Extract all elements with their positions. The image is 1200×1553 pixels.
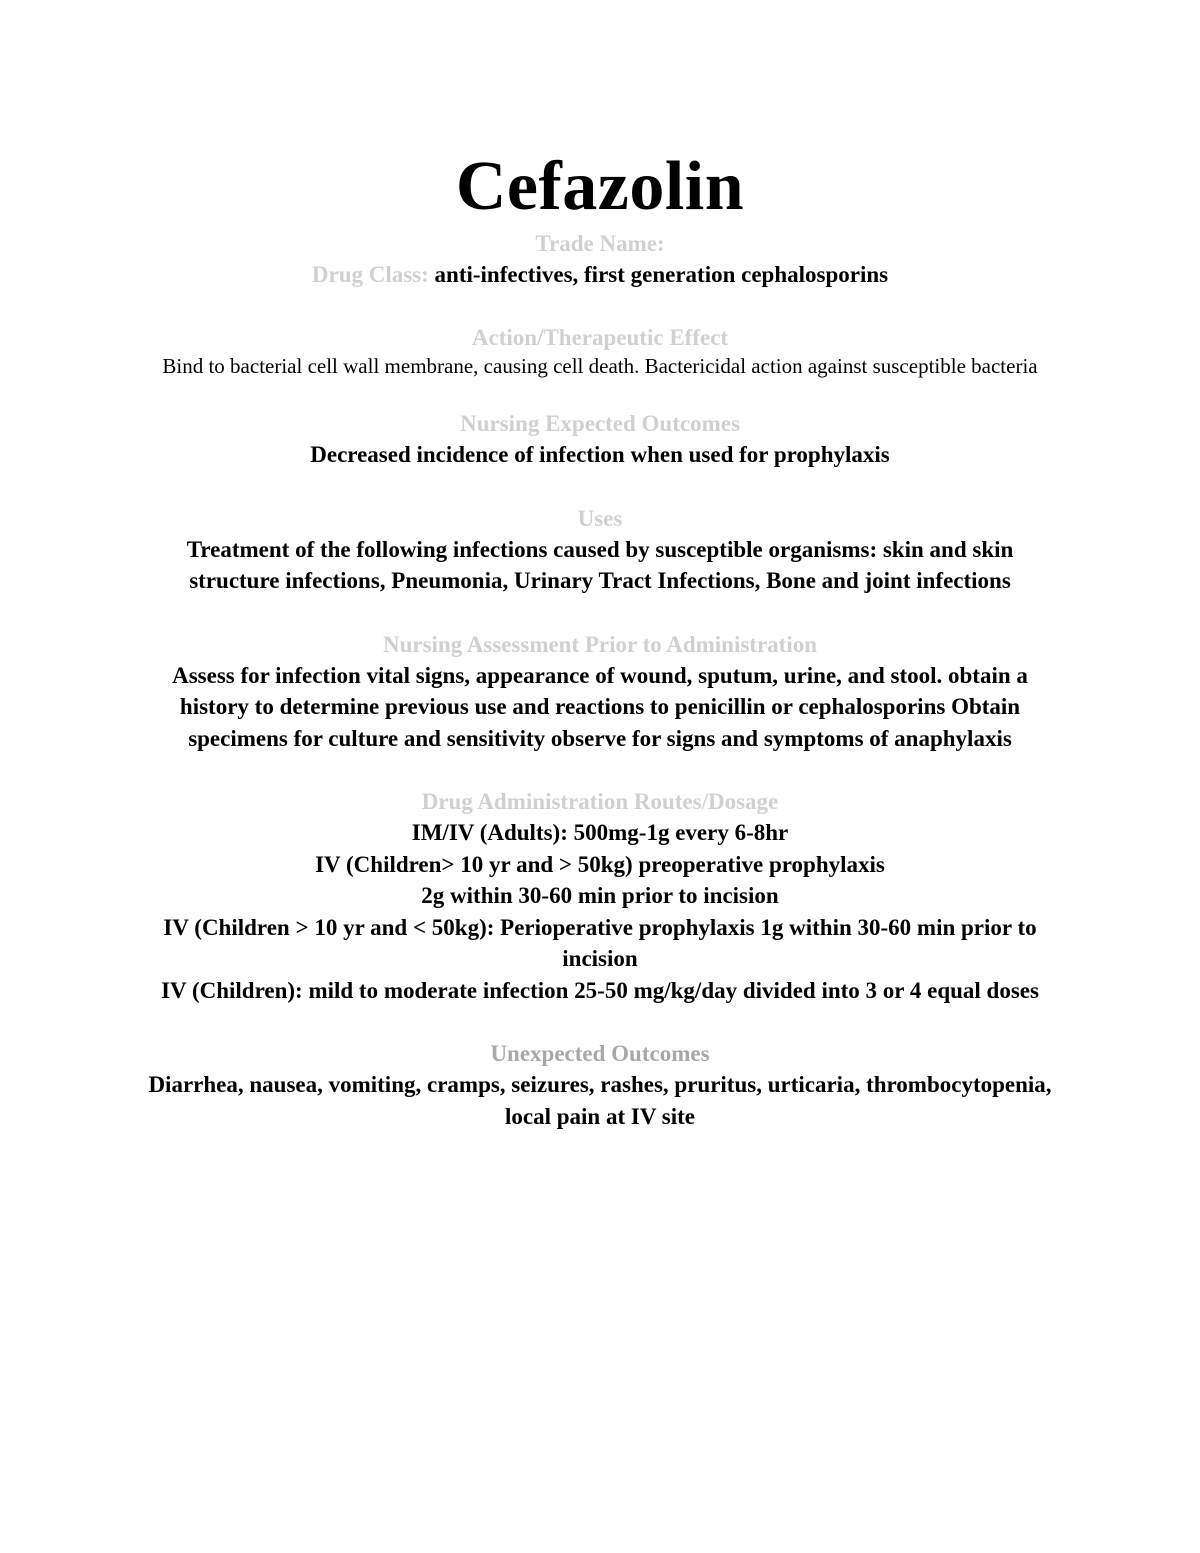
dosage-line: IM/IV (Adults): 500mg-1g every 6-8hr [411, 820, 789, 845]
uses-section [145, 503, 1055, 597]
dosage-line: IV (Children > 10 yr and < 50kg): Perioperative prophylaxis 1g within 30-60 min prior to incision [163, 914, 1037, 971]
action-heading: Action/Therapeutic Effect [471, 325, 729, 350]
uses-heading: Uses [577, 505, 623, 531]
unexpected-text: Diarrhea, nausea, vomiting, cramps, seizures, rashes, pruritus, urticaria, thrombocytopenia, local pain at IV site [148, 1072, 1052, 1129]
nursing-outcomes-text: Decreased incidence of infection when used for prophylaxis [310, 442, 890, 467]
assessment-section [145, 629, 1055, 755]
spacer [0, 290, 1200, 322]
dosage-line: IV (Children): mild to moderate infection 25-50 mg/kg/day divided into 3 or 4 equal doses [161, 977, 1039, 1003]
assessment-text: Assess for infection vital signs, appearance of wound, sputum, urine, and stool. obtain a history to determine previous use and reactions to penicillin or cephalosporins Obtain specimens for culture and sensitivity observe for signs and symptoms of anaphylaxis [172, 662, 1028, 751]
spacer [0, 471, 1200, 503]
spacer [0, 380, 1200, 408]
assessment-heading: Nursing Assessment Prior to Administration [382, 631, 818, 657]
trade-name-label: Trade Name: [535, 231, 665, 256]
drug-class-line [0, 259, 1200, 290]
nursing-outcomes-heading: Nursing Expected Outcomes [460, 411, 740, 436]
unexpected-heading: Unexpected Outcomes [490, 1041, 710, 1066]
action-text: Bind to bacterial cell wall membrane, causing cell death. Bactericidal action against susceptible bacteria [162, 354, 1038, 378]
drug-title: Cefazolin [455, 148, 745, 225]
spacer [0, 597, 1200, 629]
dosage-lines [145, 817, 1055, 1006]
spacer [0, 1006, 1200, 1038]
nursing-outcomes-section [145, 408, 1055, 471]
trade-name-line [0, 228, 1200, 259]
unexpected-section [145, 1038, 1055, 1132]
uses-text: Treatment of the following infections caused by susceptible organisms: skin and skin structure infections, Pneumonia, Urinary Tract Infections, Bone and joint infections [186, 536, 1014, 593]
spacer [0, 754, 1200, 786]
dosage-section [145, 786, 1055, 1006]
dosage-heading: Drug Administration Routes/Dosage [421, 789, 779, 814]
dosage-line: 2g within 30-60 min prior to incision [421, 883, 779, 908]
drug-class-value: anti-infectives, first generation cephalosporins [428, 262, 889, 287]
action-section [145, 322, 1055, 380]
drug-class-label: Drug Class: [311, 262, 429, 287]
dosage-line: IV (Children> 10 yr and > 50kg) preoperative prophylaxis [315, 851, 885, 877]
